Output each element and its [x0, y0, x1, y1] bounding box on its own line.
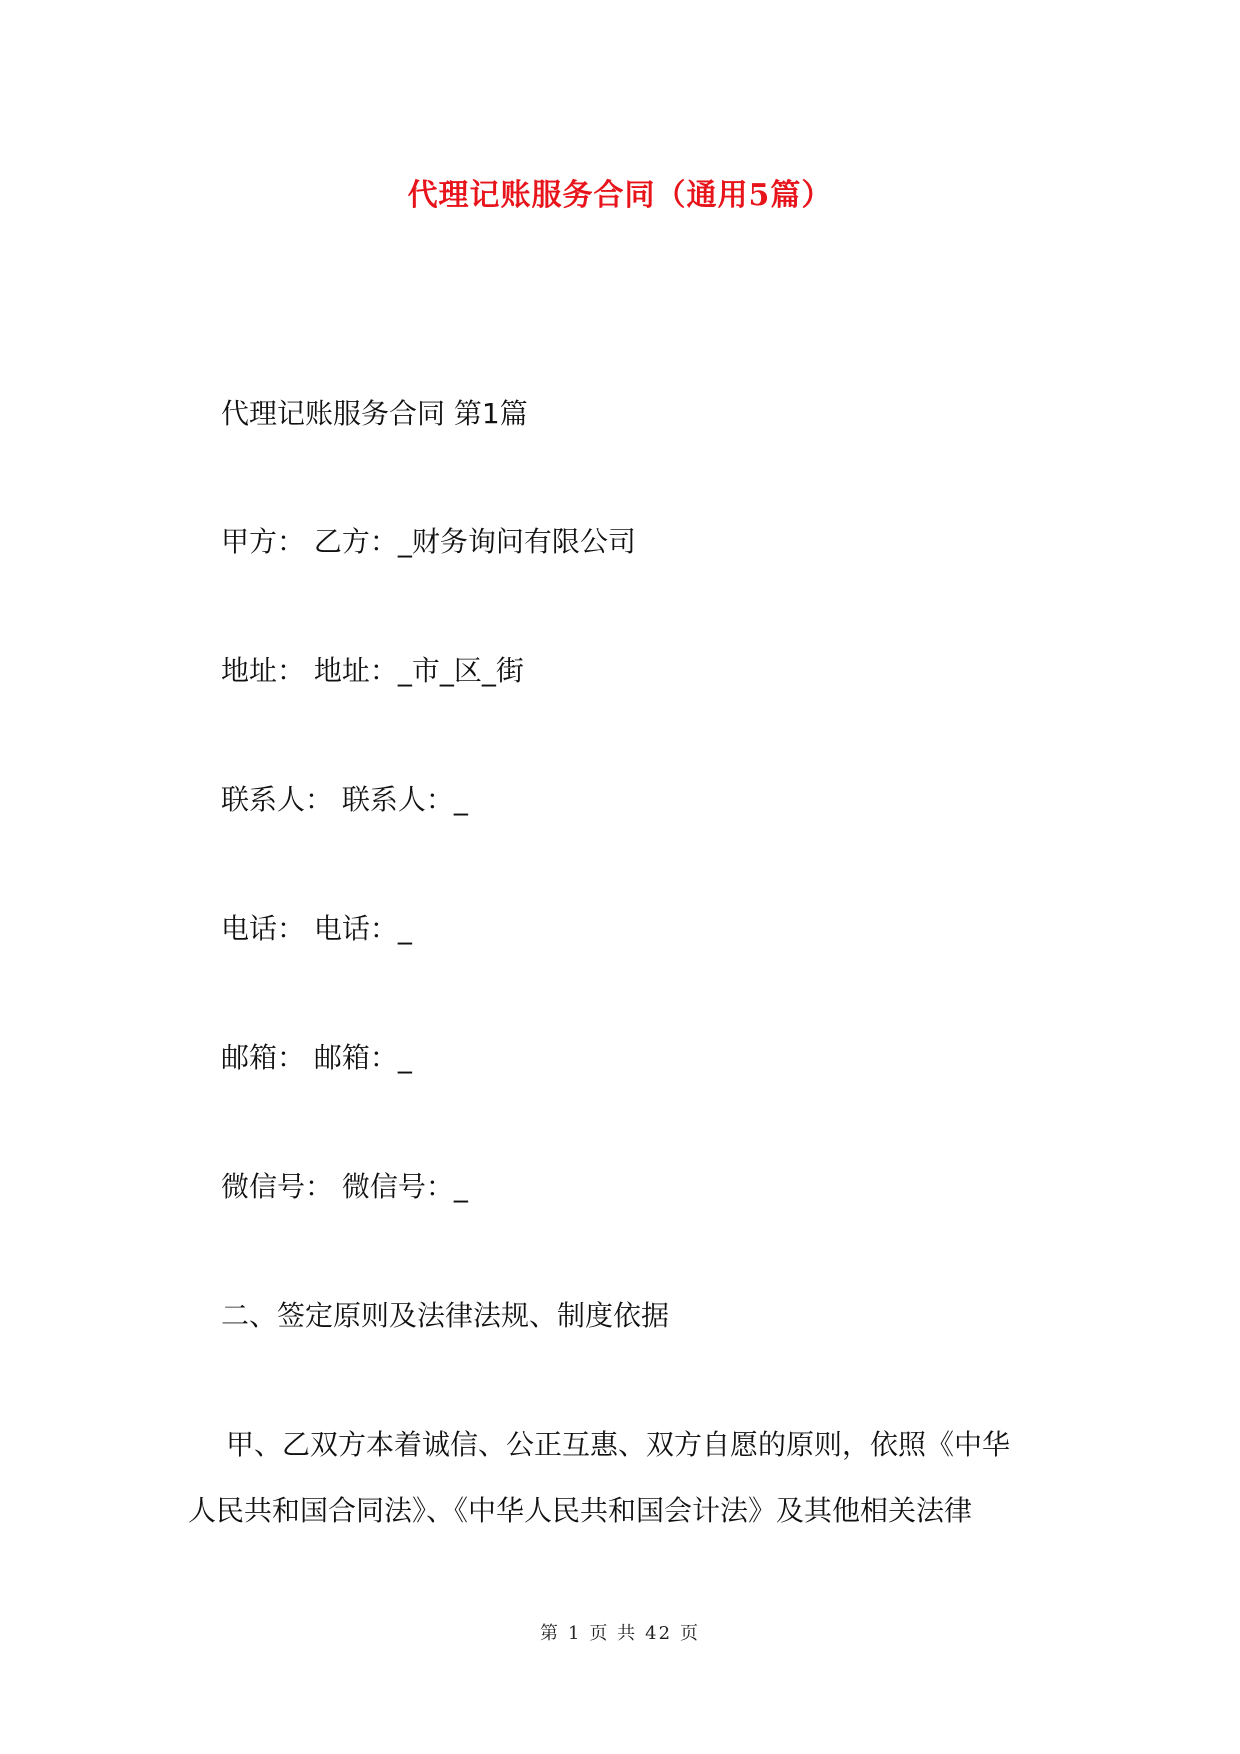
clause-paragraph: [188, 1412, 1056, 1544]
party-line-wechat: 微信号： 微信号：_: [221, 1170, 468, 1203]
footer-suffix: 页: [680, 1623, 701, 1644]
paragraph-line: 甲、乙双方本着诚信、公正互惠、双方自愿的原则，依照《中华: [226, 1428, 1011, 1461]
clause-heading: 二、签定原则及法律法规、制度依据: [221, 1299, 670, 1332]
paragraph-line: 人民共和国合同法》、《中华人民共和国会计法》及其他相关法律: [188, 1494, 973, 1527]
footer-total-pages: 42: [645, 1623, 673, 1644]
party-line-email: 邮箱： 邮箱：_: [221, 1041, 412, 1074]
party-line-contact: 联系人： 联系人：_: [221, 783, 468, 816]
footer-prefix: 第: [539, 1623, 560, 1644]
page-footer: [0, 1622, 1240, 1646]
footer-page-number: 1: [567, 1623, 582, 1644]
party-line-name: 甲方： 乙方：_财务询问有限公司: [221, 525, 636, 558]
party-line-phone: 电话： 电话：_: [221, 912, 412, 945]
party-line-address: 地址： 地址：_市_区_街: [221, 654, 524, 687]
section-heading: 代理记账服务合同 第1篇: [221, 397, 528, 430]
footer-middle: 页 共: [589, 1623, 638, 1644]
document-title: 代理记账服务合同（通用5篇）: [407, 178, 833, 213]
